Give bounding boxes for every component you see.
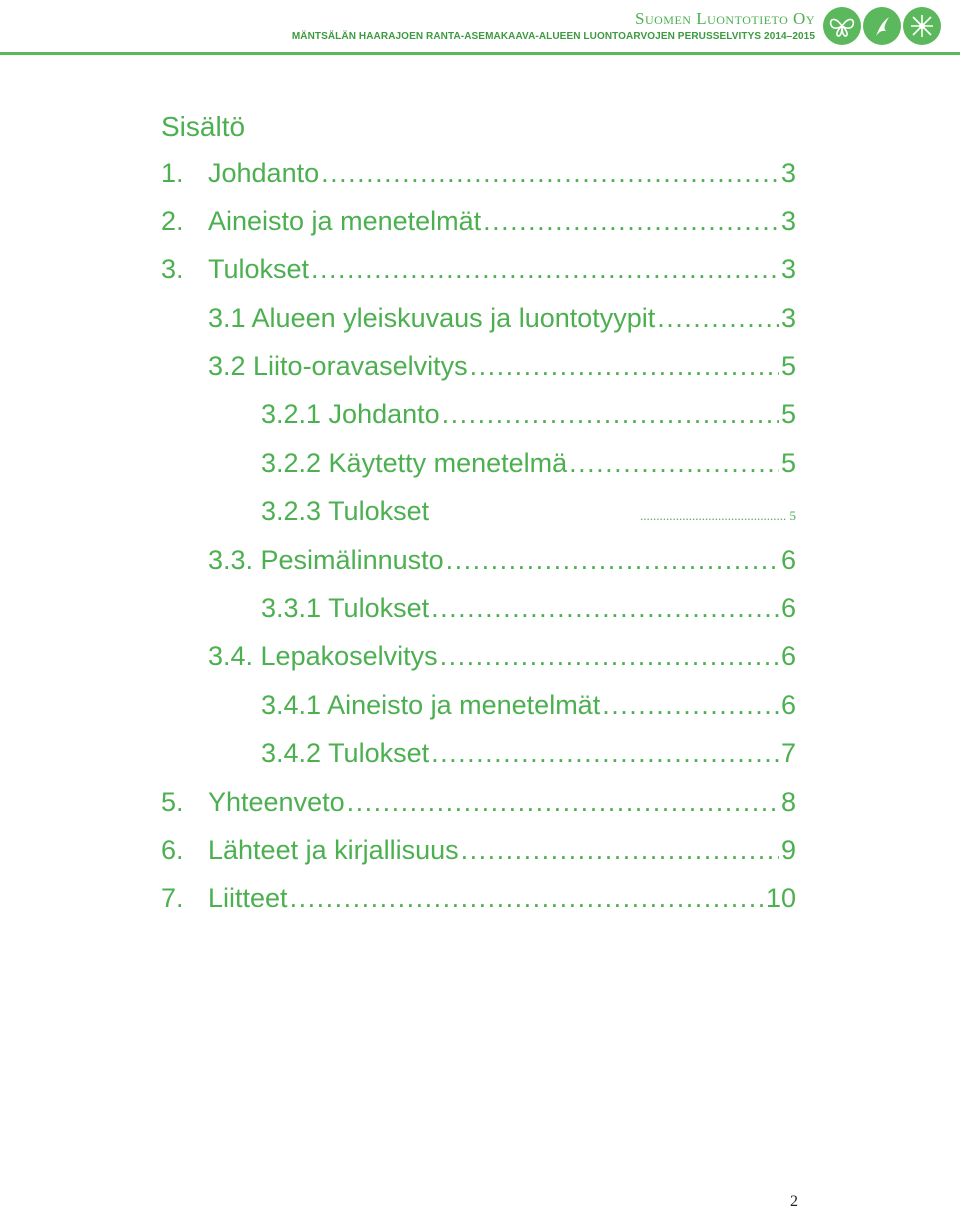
toc-entry-page: 3 (780, 254, 796, 284)
toc-entry-2[interactable] (161, 206, 796, 250)
bird-icon (863, 7, 901, 45)
toc-leader-dots (657, 303, 779, 334)
report-subtitle: MÄNTSÄLÄN HAARAJOEN RANTA-ASEMAKAAVA-ALUEEN LUONTOARVOJEN PERUSSELVITYS 2014–2015 (291, 31, 815, 42)
toc-entry-1[interactable] (161, 158, 796, 202)
toc-leader-dots (347, 787, 779, 818)
toc-entry-page: 6 (780, 641, 796, 671)
logo-group (823, 7, 941, 45)
toc-entry-number: 5. (161, 787, 184, 817)
toc-entry-number: 3. (161, 254, 184, 284)
toc-entry-label: 3.2.2 Käytetty menetelmä (261, 448, 568, 478)
toc-leader-dots (446, 545, 779, 576)
toc-leader-dots (569, 448, 779, 479)
toc-entry-label: Lähteet ja kirjallisuus (208, 835, 459, 865)
toc-entry-label: 3.4.2 Tulokset (261, 738, 430, 768)
toc-entry-page: 9 (780, 835, 796, 865)
toc-entry-page: 3 (780, 206, 796, 236)
toc-entry-page: 5 (780, 448, 796, 478)
toc-entry-6[interactable] (161, 835, 796, 879)
toc-entry-label: Tulokset (208, 254, 310, 284)
toc-entry-label: Yhteenveto (208, 787, 345, 817)
toc-title: Sisältö (161, 111, 246, 142)
toc-entry-number: 6. (161, 835, 184, 865)
toc-entry-label: 3.1 Alueen yleiskuvaus ja luontotyypit (208, 303, 656, 333)
toc-entry-3-1[interactable] (208, 303, 796, 347)
toc-leader-dots (431, 593, 779, 624)
toc-entry-page: 5 (780, 399, 796, 429)
toc-entry-3-2[interactable] (208, 351, 796, 395)
toc-entry-3-4-1[interactable] (261, 690, 796, 734)
toc-entry-label: Johdanto (208, 158, 320, 188)
toc-entry-label: 3.3. Pesimälinnusto (208, 545, 444, 575)
toc-leader-dots (290, 883, 764, 914)
toc-entry-number: 7. (161, 883, 184, 913)
toc-entry-label: 3.2.1 Johdanto (261, 399, 440, 429)
toc-entry-3-2-1[interactable] (261, 399, 796, 443)
toc-entry-page: 3 (780, 158, 796, 188)
toc-leader-dots (311, 254, 779, 285)
toc-entry-page: 6 (780, 690, 796, 720)
header-rule (0, 52, 960, 55)
toc-entry-label: Liitteet (208, 883, 288, 913)
butterfly-icon (823, 7, 861, 45)
toc-leader-dots (431, 738, 779, 769)
spider-icon (903, 7, 941, 45)
toc-entry-page: 8 (780, 787, 796, 817)
toc-entry-3-4[interactable] (208, 641, 796, 685)
toc-entry-3-3-1[interactable] (261, 593, 796, 637)
toc-entry-label: 3.2 Liito-oravaselvitys (208, 351, 468, 381)
page-number: 2 (790, 1193, 798, 1210)
toc-entry-7[interactable] (161, 883, 796, 927)
toc-entry-page: 10 (765, 883, 796, 913)
toc-entry-3-2-2[interactable] (261, 448, 796, 492)
toc-entry-3-4-2[interactable] (261, 738, 796, 782)
toc-entry-page: 7 (780, 738, 796, 768)
toc-entry-page: 6 (780, 545, 796, 575)
toc-entry-page: 5 (780, 351, 796, 381)
toc-entry-page: 5 (789, 508, 796, 523)
toc-leader-dots (461, 835, 779, 866)
toc-entry-page: 3 (780, 303, 796, 333)
toc-entry-number: 1. (161, 158, 184, 188)
toc-leader-dots (602, 690, 779, 721)
toc-leader-dots (321, 158, 779, 189)
toc-entry-page: 6 (780, 593, 796, 623)
toc-entry-3-2-3[interactable] (261, 496, 796, 540)
toc-entry-label: 3.4. Lepakoselvitys (208, 641, 438, 671)
toc-leader-dots (440, 641, 779, 672)
toc-entry-label: 3.3.1 Tulokset (261, 593, 430, 623)
toc-entry-label: 3.4.1 Aineisto ja menetelmät (261, 690, 601, 720)
company-name: Suomen Luontotieto Oy (635, 9, 815, 28)
toc-small-leader: ............................................. 5 (640, 508, 796, 523)
toc-entry-5[interactable] (161, 787, 796, 831)
toc-leader-dots (483, 206, 779, 237)
toc-leader-dots (470, 351, 779, 382)
toc-entry-label: Aineisto ja menetelmät (208, 206, 482, 236)
toc-entry-label: 3.2.3 Tulokset (261, 496, 430, 526)
toc-leader-dots (442, 399, 779, 430)
toc-entry-3-3[interactable] (208, 545, 796, 589)
toc-entry-number: 2. (161, 206, 184, 236)
toc-entry-3[interactable] (161, 254, 796, 298)
